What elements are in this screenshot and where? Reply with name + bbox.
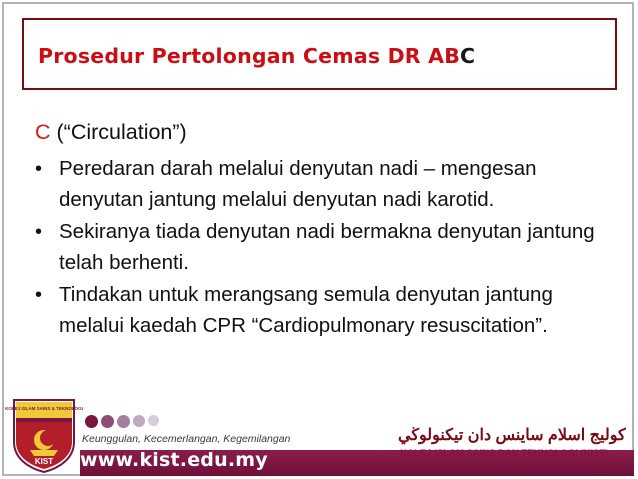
college-name: KOLEJ ISLAM SAINS DAN TEKNOLOGI (KIST)	[400, 448, 609, 459]
bullet-text: Tindakan untuk merangsang semula denyutan jantung melalui kaedah CPR “Cardiopulmonary resuscitation”.	[59, 283, 553, 337]
bullet-item	[35, 217, 595, 278]
title-main: Prosedur Pertolongan Cemas DR AB	[38, 44, 461, 68]
dot-5	[148, 415, 159, 426]
bullet-text: Sekiranya tiada denyutan nadi bermakna denyutan jantung telah berhenti.	[59, 220, 595, 274]
footer-url-link[interactable]: www.kist.edu.my	[80, 449, 268, 471]
subheading-text: (“Circulation”)	[50, 120, 187, 144]
decorative-dots	[85, 415, 159, 428]
bullet-dot: •	[35, 221, 43, 243]
bullet-item	[35, 154, 595, 215]
logo-top-text: KOLEJ ISLAM SAINS & TEKNOLOGI	[5, 406, 83, 411]
title-last-letter: C	[460, 44, 476, 68]
dot-3	[117, 415, 130, 428]
slide-title	[38, 44, 475, 68]
subheading-letter: C	[35, 120, 51, 144]
dot-2	[101, 415, 114, 428]
bullet-dot: •	[35, 158, 43, 180]
title-box	[22, 18, 617, 90]
footer-slogan: Keunggulan, Kecemerlangan, Kegemilangan	[82, 433, 291, 445]
bullet-text: Peredaran darah melalui denyutan nadi – mengesan denyutan jantung melalui denyutan nadi karotid.	[59, 157, 537, 211]
college-name-arabic: كوليج اسلام ساينس دان تيكنولوڬي	[398, 427, 626, 444]
dot-1	[85, 415, 98, 428]
bullet-dot: •	[35, 284, 43, 306]
slide-content	[35, 118, 595, 343]
logo-bottom-text: KIST	[34, 457, 54, 466]
bullet-list	[35, 154, 595, 341]
bullet-item	[35, 280, 595, 341]
dot-4	[133, 415, 145, 427]
kist-logo	[5, 398, 83, 474]
college-registration: D4P0081 & T4P5068	[530, 460, 597, 467]
subheading	[35, 118, 595, 146]
